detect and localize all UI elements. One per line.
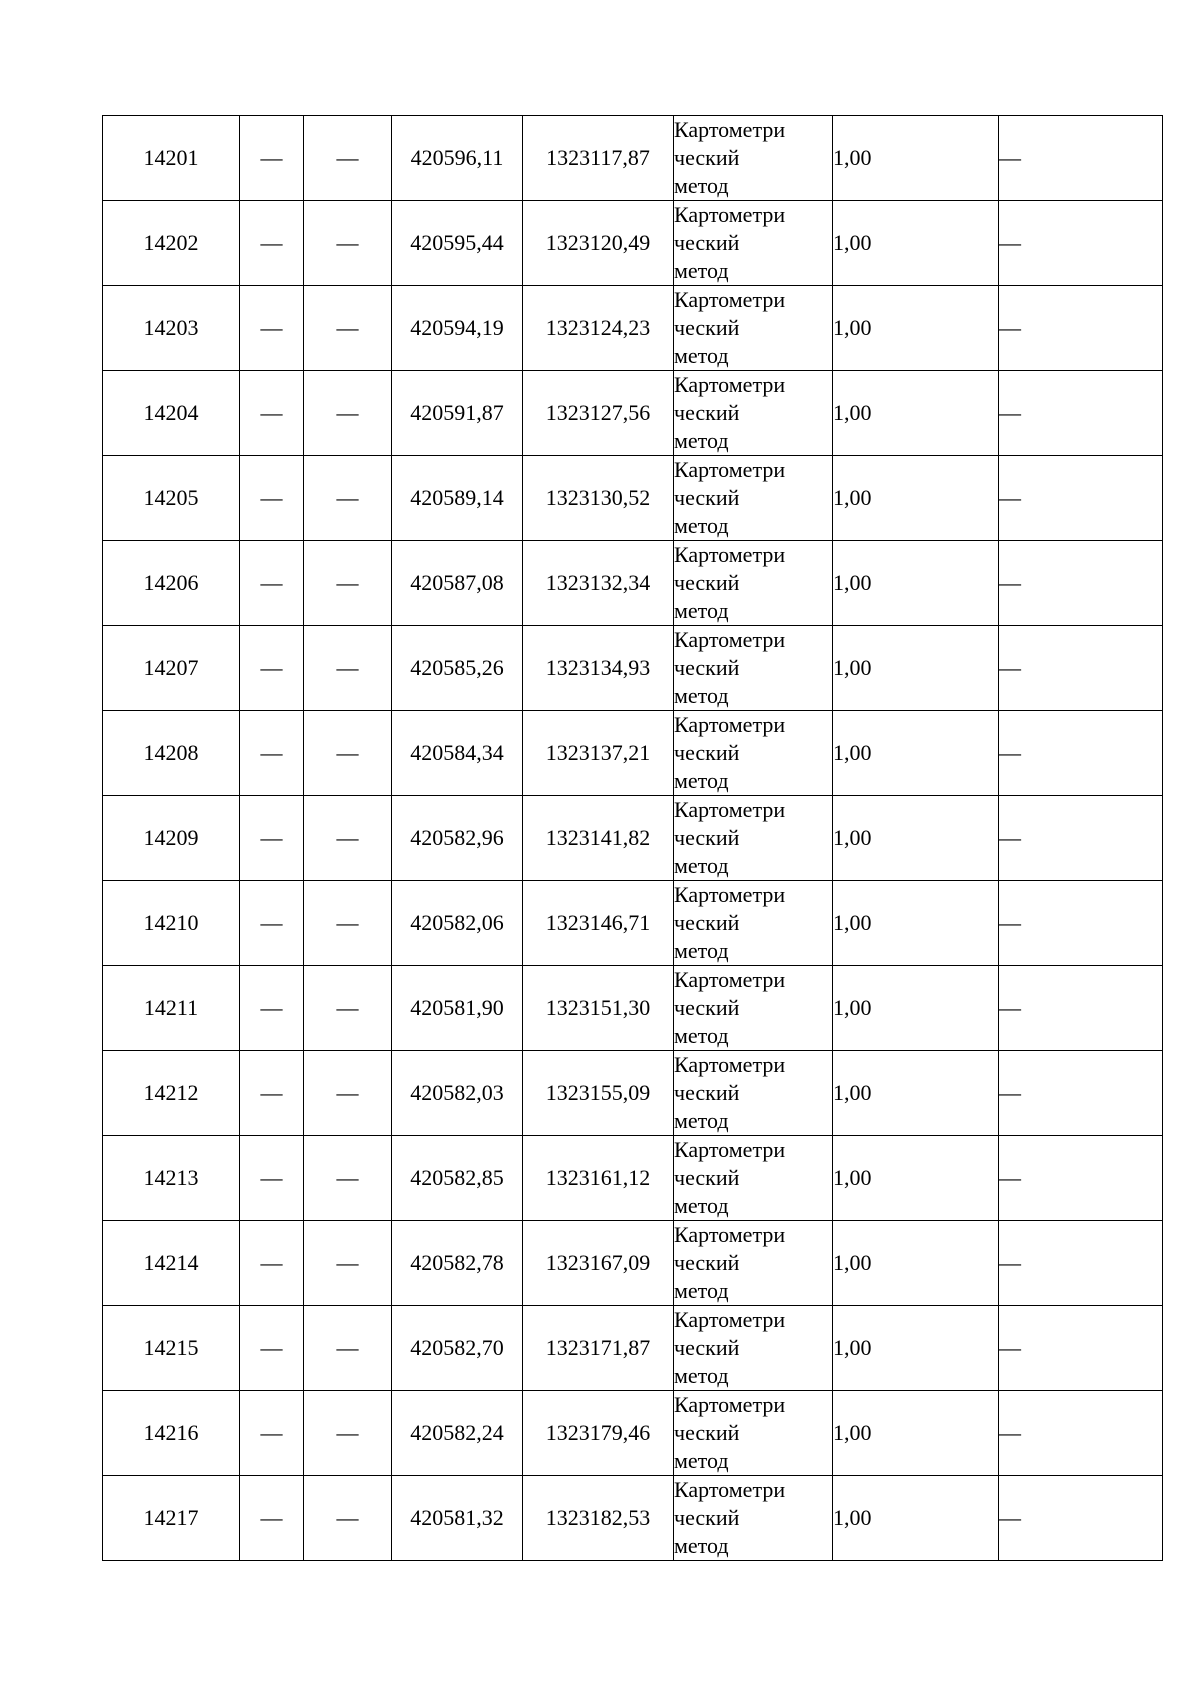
y-coordinate-cell: 1323120,49 [523,201,674,286]
method-text-line: Картометри [674,542,786,567]
method-cell [674,711,833,796]
x-coordinate-cell: 420582,85 [392,1136,523,1221]
accuracy-cell: 1,00 [833,116,999,201]
x-coordinate-cell: 420596,11 [392,116,523,201]
method-text-line: Картометри [674,1392,786,1417]
accuracy-cell: 1,00 [833,1051,999,1136]
point-number-cell: 14207 [103,626,240,711]
table-row [103,1391,1163,1476]
method-text-line: метод [674,513,729,538]
method-text-line: Картометри [674,202,786,227]
description-cell: — [999,1476,1163,1561]
accuracy-cell: 1,00 [833,1476,999,1561]
method-text-line: Картометри [674,1222,786,1247]
method-text-line: Картометри [674,797,786,822]
empty-value-cell: — [240,1136,304,1221]
empty-value-cell: — [304,371,392,456]
empty-value-cell: — [304,1136,392,1221]
description-cell: — [999,1051,1163,1136]
table-body [103,116,1163,1561]
method-cell [674,456,833,541]
table-row [103,286,1163,371]
empty-value-cell: — [240,371,304,456]
y-coordinate-cell: 1323130,52 [523,456,674,541]
empty-value-cell: — [304,1051,392,1136]
description-cell: — [999,1306,1163,1391]
y-coordinate-cell: 1323171,87 [523,1306,674,1391]
method-text-line: ческий [674,230,740,255]
point-number-cell: 14208 [103,711,240,796]
table-row [103,1051,1163,1136]
method-text-line: ческий [674,1080,740,1105]
empty-value-cell: — [304,116,392,201]
method-text-line: метод [674,1023,729,1048]
accuracy-cell: 1,00 [833,796,999,881]
accuracy-cell: 1,00 [833,541,999,626]
y-coordinate-cell: 1323161,12 [523,1136,674,1221]
method-text-line: ческий [674,740,740,765]
description-cell: — [999,1391,1163,1476]
method-cell [674,1051,833,1136]
point-number-cell: 14209 [103,796,240,881]
empty-value-cell: — [240,881,304,966]
y-coordinate-cell: 1323132,34 [523,541,674,626]
method-text-line: метод [674,938,729,963]
method-cell [674,626,833,711]
table-row [103,711,1163,796]
method-text-line: метод [674,1193,729,1218]
y-coordinate-cell: 1323179,46 [523,1391,674,1476]
point-number-cell: 14214 [103,1221,240,1306]
y-coordinate-cell: 1323151,30 [523,966,674,1051]
empty-value-cell: — [304,626,392,711]
empty-value-cell: — [240,1306,304,1391]
method-cell [674,1221,833,1306]
y-coordinate-cell: 1323127,56 [523,371,674,456]
point-number-cell: 14217 [103,1476,240,1561]
empty-value-cell: — [240,1391,304,1476]
method-text-line: ческий [674,825,740,850]
accuracy-cell: 1,00 [833,881,999,966]
point-number-cell: 14211 [103,966,240,1051]
point-number-cell: 14212 [103,1051,240,1136]
point-number-cell: 14215 [103,1306,240,1391]
y-coordinate-cell: 1323117,87 [523,116,674,201]
y-coordinate-cell: 1323134,93 [523,626,674,711]
method-text-line: метод [674,343,729,368]
description-cell: — [999,286,1163,371]
description-cell: — [999,796,1163,881]
description-cell: — [999,711,1163,796]
method-cell [674,116,833,201]
accuracy-cell: 1,00 [833,966,999,1051]
accuracy-cell: 1,00 [833,286,999,371]
method-text-line: Картометри [674,1052,786,1077]
method-text-line: ческий [674,400,740,425]
method-cell [674,201,833,286]
method-cell [674,541,833,626]
table-row [103,966,1163,1051]
empty-value-cell: — [304,286,392,371]
empty-value-cell: — [304,456,392,541]
x-coordinate-cell: 420582,24 [392,1391,523,1476]
method-cell [674,371,833,456]
empty-value-cell: — [304,541,392,626]
empty-value-cell: — [304,711,392,796]
method-text-line: Картометри [674,1307,786,1332]
point-number-cell: 14201 [103,116,240,201]
empty-value-cell: — [240,541,304,626]
description-cell: — [999,371,1163,456]
x-coordinate-cell: 420582,78 [392,1221,523,1306]
empty-value-cell: — [240,456,304,541]
y-coordinate-cell: 1323182,53 [523,1476,674,1561]
point-number-cell: 14216 [103,1391,240,1476]
method-text-line: Картометри [674,372,786,397]
method-text-line: метод [674,853,729,878]
description-cell: — [999,541,1163,626]
accuracy-cell: 1,00 [833,1391,999,1476]
method-text-line: метод [674,1363,729,1388]
y-coordinate-cell: 1323167,09 [523,1221,674,1306]
table-row [103,1221,1163,1306]
method-text-line: ческий [674,1505,740,1530]
method-text-line: ческий [674,655,740,680]
description-cell: — [999,966,1163,1051]
x-coordinate-cell: 420582,06 [392,881,523,966]
y-coordinate-cell: 1323124,23 [523,286,674,371]
accuracy-cell: 1,00 [833,371,999,456]
accuracy-cell: 1,00 [833,1306,999,1391]
empty-value-cell: — [240,286,304,371]
empty-value-cell: — [240,626,304,711]
x-coordinate-cell: 420589,14 [392,456,523,541]
table-row [103,881,1163,966]
method-text-line: ческий [674,315,740,340]
description-cell: — [999,881,1163,966]
accuracy-cell: 1,00 [833,1221,999,1306]
table-row [103,1306,1163,1391]
x-coordinate-cell: 420585,26 [392,626,523,711]
accuracy-cell: 1,00 [833,626,999,711]
method-text-line: метод [674,173,729,198]
coordinates-table [102,115,1163,1561]
point-number-cell: 14202 [103,201,240,286]
empty-value-cell: — [304,966,392,1051]
method-text-line: Картометри [674,967,786,992]
point-number-cell: 14206 [103,541,240,626]
method-cell [674,1306,833,1391]
x-coordinate-cell: 420581,32 [392,1476,523,1561]
method-text-line: Картометри [674,457,786,482]
x-coordinate-cell: 420582,03 [392,1051,523,1136]
method-cell [674,1391,833,1476]
accuracy-cell: 1,00 [833,201,999,286]
empty-value-cell: — [240,116,304,201]
accuracy-cell: 1,00 [833,711,999,796]
method-text-line: метод [674,1108,729,1133]
method-text-line: ческий [674,485,740,510]
method-text-line: метод [674,768,729,793]
method-text-line: метод [674,428,729,453]
point-number-cell: 14205 [103,456,240,541]
table-row [103,201,1163,286]
empty-value-cell: — [240,1051,304,1136]
empty-value-cell: — [304,796,392,881]
method-text-line: Картометри [674,712,786,737]
method-cell [674,1476,833,1561]
x-coordinate-cell: 420581,90 [392,966,523,1051]
method-cell [674,796,833,881]
table-row [103,456,1163,541]
point-number-cell: 14204 [103,371,240,456]
method-text-line: ческий [674,570,740,595]
empty-value-cell: — [240,796,304,881]
point-number-cell: 14210 [103,881,240,966]
x-coordinate-cell: 420595,44 [392,201,523,286]
description-cell: — [999,116,1163,201]
method-text-line: Картометри [674,1477,786,1502]
empty-value-cell: — [304,1306,392,1391]
y-coordinate-cell: 1323137,21 [523,711,674,796]
method-text-line: Картометри [674,882,786,907]
method-text-line: ческий [674,1165,740,1190]
method-cell [674,1136,833,1221]
method-text-line: ческий [674,995,740,1020]
method-text-line: метод [674,1533,729,1558]
empty-value-cell: — [240,1221,304,1306]
y-coordinate-cell: 1323146,71 [523,881,674,966]
method-text-line: метод [674,683,729,708]
y-coordinate-cell: 1323155,09 [523,1051,674,1136]
method-cell [674,966,833,1051]
method-text-line: Картометри [674,287,786,312]
method-text-line: ческий [674,145,740,170]
method-cell [674,881,833,966]
x-coordinate-cell: 420587,08 [392,541,523,626]
table-row [103,796,1163,881]
empty-value-cell: — [304,1391,392,1476]
table-row [103,1136,1163,1221]
method-text-line: ческий [674,1250,740,1275]
empty-value-cell: — [240,1476,304,1561]
method-text-line: Картометри [674,117,786,142]
empty-value-cell: — [304,201,392,286]
y-coordinate-cell: 1323141,82 [523,796,674,881]
table-row [103,116,1163,201]
method-text-line: Картометри [674,627,786,652]
empty-value-cell: — [240,711,304,796]
method-text-line: метод [674,1278,729,1303]
description-cell: — [999,1136,1163,1221]
x-coordinate-cell: 420582,70 [392,1306,523,1391]
empty-value-cell: — [240,966,304,1051]
description-cell: — [999,201,1163,286]
description-cell: — [999,626,1163,711]
accuracy-cell: 1,00 [833,456,999,541]
method-text-line: ческий [674,1335,740,1360]
description-cell: — [999,1221,1163,1306]
table-row [103,1476,1163,1561]
x-coordinate-cell: 420584,34 [392,711,523,796]
method-text-line: ческий [674,910,740,935]
accuracy-cell: 1,00 [833,1136,999,1221]
empty-value-cell: — [304,1476,392,1561]
empty-value-cell: — [240,201,304,286]
x-coordinate-cell: 420591,87 [392,371,523,456]
empty-value-cell: — [304,881,392,966]
point-number-cell: 14213 [103,1136,240,1221]
method-text-line: метод [674,1448,729,1473]
method-text-line: метод [674,258,729,283]
method-text-line: метод [674,598,729,623]
method-text-line: ческий [674,1420,740,1445]
x-coordinate-cell: 420582,96 [392,796,523,881]
empty-value-cell: — [304,1221,392,1306]
table-row [103,541,1163,626]
method-text-line: Картометри [674,1137,786,1162]
point-number-cell: 14203 [103,286,240,371]
table-row [103,371,1163,456]
description-cell: — [999,456,1163,541]
table-row [103,626,1163,711]
method-cell [674,286,833,371]
x-coordinate-cell: 420594,19 [392,286,523,371]
